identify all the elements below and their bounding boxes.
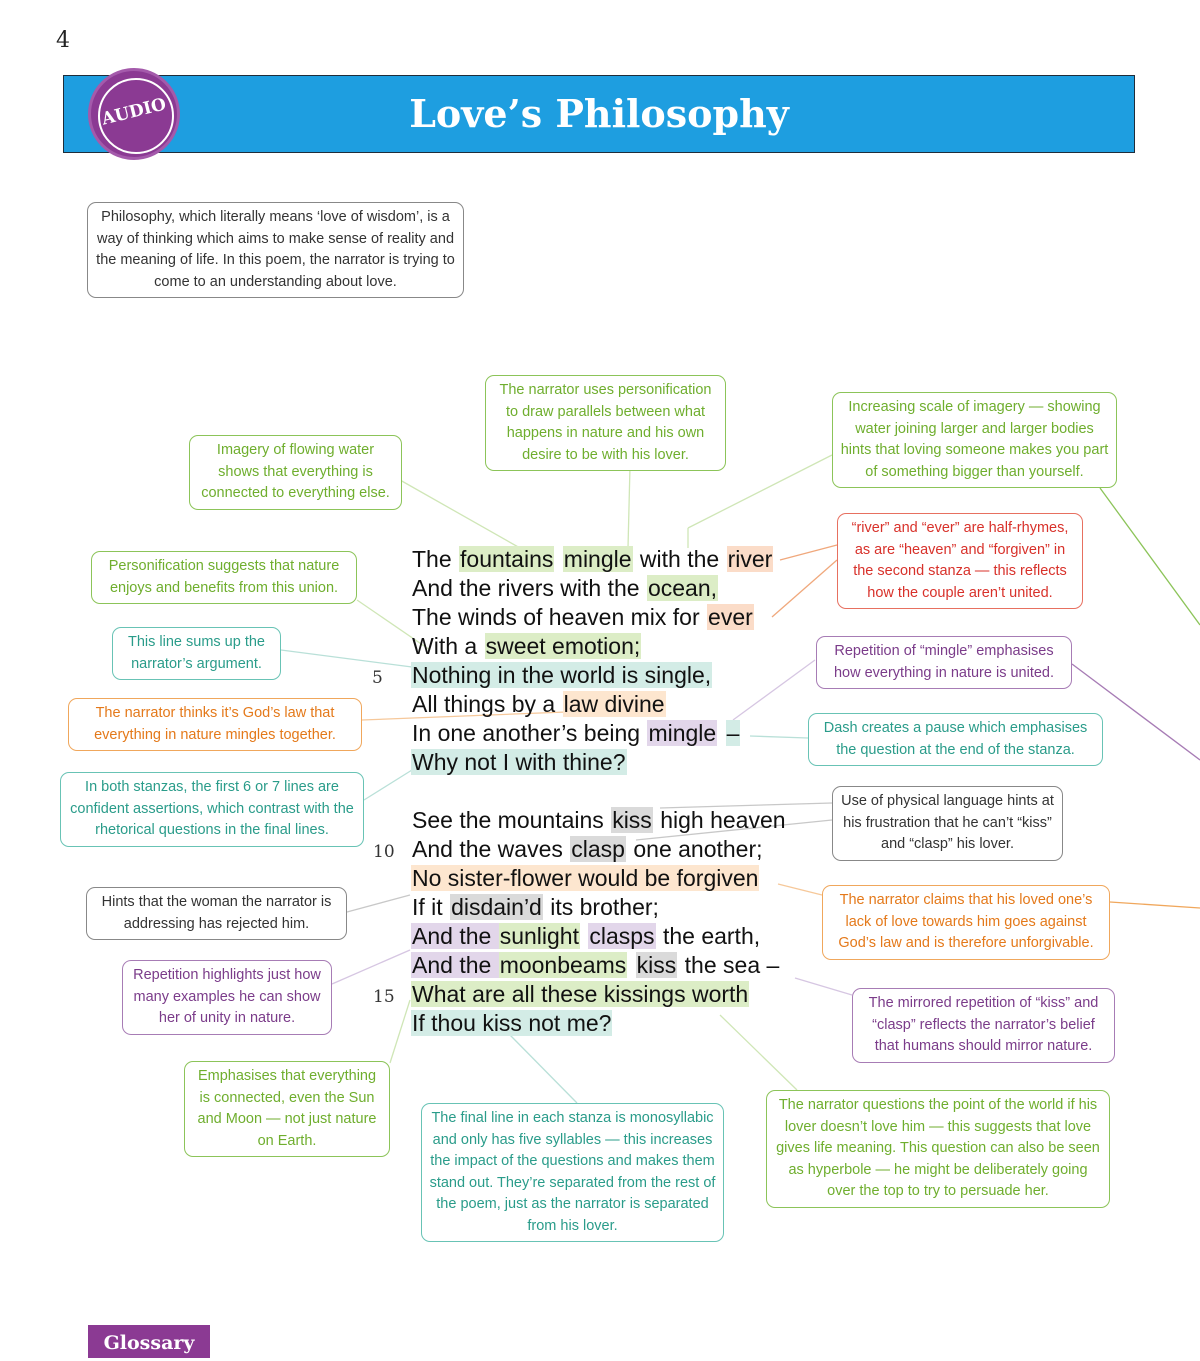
poem-line-10: And the waves clasp one another;: [412, 836, 763, 862]
audio-label: AUDIO: [99, 94, 169, 130]
note-hints-rejected: Hints that the woman the narrator is addressing has rejected him.: [86, 887, 347, 940]
connector: [1100, 488, 1200, 625]
connector: [795, 978, 852, 995]
note-personification-parallels: The narrator uses personification to draw parallels between what happens in nature and his own desire to be with his lover.: [485, 375, 726, 471]
poem-line-16: If thou kiss not me?: [412, 1010, 612, 1036]
poem-line-11: No sister-flower would be forgiven: [412, 865, 759, 891]
page-number: 4: [56, 28, 70, 53]
poem-line-5: Nothing in the world is single,: [412, 662, 712, 688]
note-flowing-water: Imagery of flowing water shows that everything is connected to everything else.: [189, 435, 402, 510]
note-physical-language: Use of physical language hints at his frustration that he can’t “kiss” and “clasp” his lover.: [832, 786, 1063, 861]
poem-line-14: And the moonbeams kiss the sea –: [412, 952, 780, 978]
poem-line-8: Why not I with thine?: [412, 749, 626, 775]
connector: [628, 466, 630, 548]
note-gods-law: The narrator thinks it’s God’s law that everything in nature mingles together.: [68, 698, 362, 751]
connector: [772, 560, 837, 617]
line-number-10: 10: [373, 842, 395, 862]
poem-line-12: If it disdain’d its brother;: [412, 894, 659, 920]
note-increasing-scale: Increasing scale of imagery — showing water joining larger and larger bodies hints that loving someone makes you part of something bigger than yourself.: [832, 392, 1117, 488]
connector: [778, 884, 822, 895]
connector: [281, 650, 412, 667]
poem-line-1: The fountains mingle with the river: [412, 546, 773, 572]
line-number-15: 15: [373, 987, 395, 1007]
poem-line-3: The winds of heaven mix for ever: [412, 604, 753, 630]
note-final-line: The final line in each stanza is monosyllabic and only has five syllables — this increases the impact of the questions and makes them stand out. They’re separated from the rest of the poem, just as the narrator is separated from his lover.: [421, 1103, 724, 1242]
poem-line-13: And the sunlight clasps the earth,: [412, 923, 761, 949]
intro-box: Philosophy, which literally means ‘love of wisdom’, is a way of thinking which aims to make sense of reality and the meaning of life. In this poem, the narrator is trying to come to an understanding about love.: [87, 202, 464, 298]
note-sums-up: This line sums up the narrator’s argument.: [112, 627, 281, 680]
poem-line-4: With a sweet emotion;: [412, 633, 641, 659]
note-nature-enjoys: Personification suggests that nature enjoys and benefits from this union.: [91, 551, 357, 604]
connector: [347, 895, 410, 912]
connector: [364, 770, 412, 800]
line-number-5: 5: [372, 668, 383, 688]
poem-line-6: All things by a law divine: [412, 691, 665, 717]
page-title: Love’s Philosophy: [409, 91, 789, 136]
connector: [750, 736, 808, 738]
connector: [733, 660, 815, 720]
note-unforgivable: The narrator claims that his loved one’s lack of love towards him goes against God’s law and is therefore unforgivable.: [822, 885, 1110, 960]
poem-line-2: And the rivers with the ocean,: [412, 575, 718, 601]
poem-line-9: See the mountains kiss high heaven: [412, 807, 786, 833]
connector: [780, 545, 837, 560]
glossary-tab[interactable]: Glossary: [88, 1325, 210, 1358]
connector: [400, 480, 520, 548]
note-repetition-highlights: Repetition highlights just how many examples he can show her of unity in nature.: [122, 960, 332, 1035]
connector: [390, 1000, 410, 1063]
note-questions-point: The narrator questions the point of the world if his lover doesn’t love him — this suggests that love gives life meaning. This question can also be seen as hyperbole — he might be deliberately going over the top to try to persuade her.: [766, 1090, 1110, 1208]
note-both-stanzas: In both stanzas, the first 6 or 7 lines are confident assertions, which contrast with the rhetorical questions in the final lines.: [60, 772, 364, 847]
connector: [332, 950, 410, 984]
poem-line-15: What are all these kissings worth: [412, 981, 749, 1007]
note-dash-pause: Dash creates a pause which emphasises the question at the end of the stanza.: [808, 713, 1103, 766]
connector: [720, 1015, 797, 1090]
note-sun-and-moon: Emphasises that everything is connected, even the Sun and Moon — not just nature on Earth.: [184, 1061, 390, 1157]
note-repetition-mingle: Repetition of “mingle” emphasises how everything in nature is united.: [816, 636, 1072, 689]
poem-line-7: In one another’s being mingle –: [412, 720, 740, 746]
note-mirrored-repetition: The mirrored repetition of “kiss” and “clasp” reflects the narrator’s belief that humans should mirror nature.: [852, 988, 1115, 1063]
connector: [1110, 902, 1200, 908]
note-half-rhymes: “river” and “ever” are half-rhymes, as are “heaven” and “forgiven” in the second stanza — this reflects how the couple aren’t united.: [837, 513, 1083, 609]
connector: [510, 1035, 577, 1103]
